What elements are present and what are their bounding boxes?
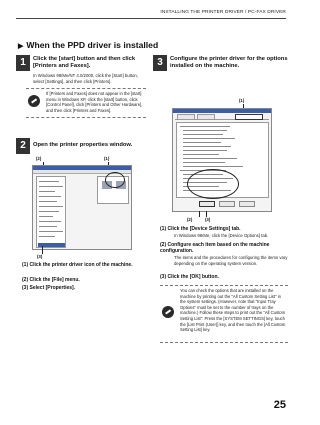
- page-number: 25: [273, 399, 286, 411]
- step-1-note-text: If [Printers and Faxes] does not appear in the [start] menu in Windows XP, click the [start] button, click [Control Panel], click [Printers and Other Hardware], and then click [Printers and Faxes].: [46, 91, 143, 113]
- note-pencil-icon: [162, 306, 174, 318]
- step-2-callout-3: (3): [37, 254, 43, 259]
- step-2-title: Open the printer properties window.: [33, 142, 133, 148]
- printers-window-screenshot: [32, 165, 132, 250]
- step-3-note-text: You can check the options that are installed on the machine by printing out the "All Custom Setting List" in the system settings. (However, note that "Input Tray Options" must be set to the number of trays on the machine.) Follow these steps to print out the "All Custom Setting List": Press the [SYSTEM SETTINGS] key, touch the [List Print (User)] key, and then touch the [All Custom Setting List] key.: [180, 288, 286, 333]
- section-title: When the PPD driver is installed: [26, 40, 159, 50]
- cancel-button-graphic: [219, 201, 235, 207]
- ok-button-graphic: [199, 201, 215, 207]
- step-2-item-1: (1) Click the printer driver icon of the machine.: [22, 262, 133, 268]
- step-2-item-3: (3) Select [Properties].: [22, 285, 76, 291]
- step-3-item-1-body: In Windows 98/Me, click the [Device Options] tab.: [174, 233, 269, 238]
- step-1-body: In Windows 98/Me/NT 4.0/2000, click the [Start] button, select [Settings], and then click [Printers].: [33, 73, 139, 84]
- installable-options-circle: [187, 169, 239, 199]
- header-rule: [16, 18, 286, 19]
- file-menu-dropdown: [36, 176, 66, 248]
- device-settings-tab: [235, 114, 263, 120]
- device-settings-screenshot: [172, 108, 272, 212]
- step-3-item-2: (2) Configure each item based on the machine configuration.: [160, 242, 270, 255]
- printer-icon-highlight-circle: [105, 172, 125, 188]
- step-1-number: 1: [16, 55, 30, 71]
- step-1-title: Click the [start] button and then click [Printers and Faxes].: [33, 56, 136, 69]
- apply-button-graphic: [239, 201, 255, 207]
- step-3-title: Configure the printer driver for the options installed on the machine.: [170, 56, 288, 69]
- section-heading: [18, 40, 158, 50]
- step-3-note: [160, 285, 288, 343]
- dialog-titlebar: [173, 109, 271, 113]
- step-2-callout-2: (2): [36, 156, 42, 161]
- step-3-item-1: (1) Click the [Device Settings] tab.: [160, 226, 241, 232]
- step-2-leader-3: [42, 246, 43, 254]
- running-header: INSTALLING THE PRINTER DRIVER / PC-FAX DRIVER: [160, 10, 286, 15]
- step-2-item-2: (2) Click the [File] menu.: [22, 277, 80, 283]
- step-2-callout-1: (1): [104, 156, 110, 161]
- step-1-note: [26, 88, 146, 118]
- step-3-item-2-body: The items and the procedures for configuring the items vary depending on the operating system version.: [174, 255, 288, 266]
- step-3-callout-1: (1): [239, 98, 245, 103]
- arrow-right-icon: ▶: [18, 43, 24, 50]
- step-3-number: 3: [153, 55, 167, 71]
- step-2-number: 2: [16, 138, 30, 154]
- step-3-leader-2: [199, 211, 200, 217]
- step-3-callout-2: (2): [187, 217, 193, 222]
- note-pencil-icon: [28, 95, 40, 107]
- step-3-callout-3: (3): [205, 217, 211, 222]
- dialog-tab-strip: [175, 114, 269, 120]
- step-3-item-3: (3) Click the [OK] button.: [160, 274, 219, 280]
